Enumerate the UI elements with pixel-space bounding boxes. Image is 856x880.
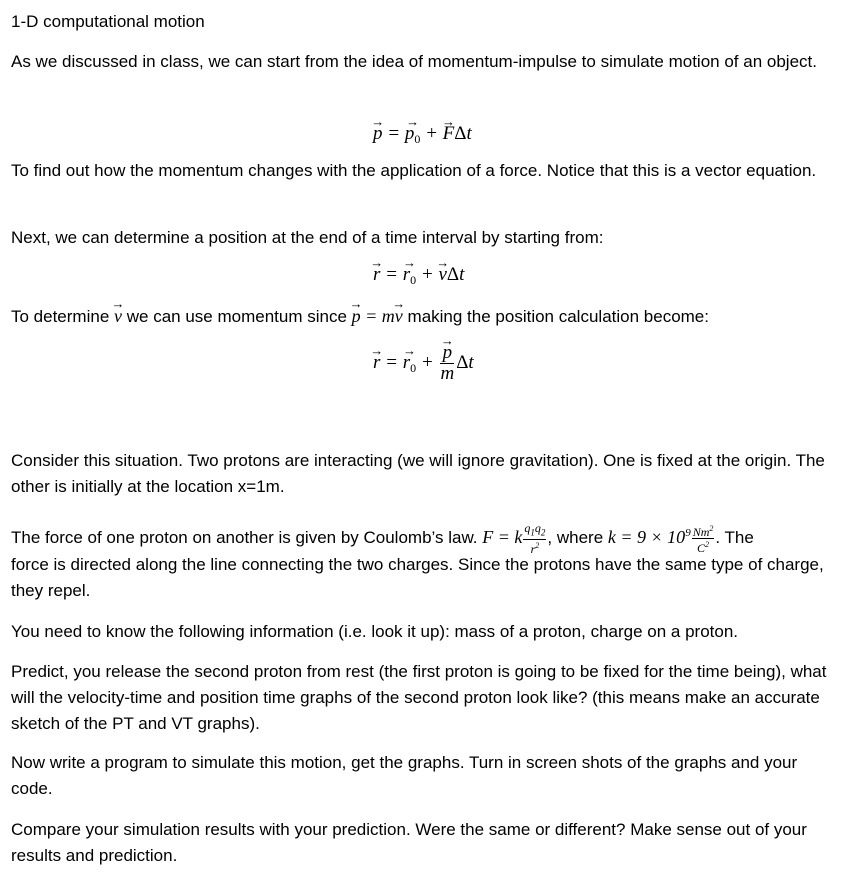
- situation-paragraph: Consider this situation. Two protons are interacting (we will ignore gravitation). One is fixed at the origin. The other is initially at the location x=1m.: [11, 451, 825, 496]
- compare-paragraph: Compare your simulation results with your prediction. Were the same or different? Make sense out of your results and prediction.: [11, 820, 807, 865]
- intro-paragraph: As we discussed in class, we can start from the idea of momentum-impulse to simulate motion of an object.: [11, 52, 817, 71]
- program-paragraph: Now write a program to simulate this motion, get the graphs. Turn in screen shots of the graphs and your code.: [11, 753, 798, 798]
- prediction-paragraph: Predict, you release the second proton from rest (the first proton is going to be fixed for the time being), what will the velocity-time and position time graphs of the second proton look like? (this means make an accurate sketch of the PT and VT graphs).: [11, 662, 827, 733]
- lookup-paragraph: You need to know the following information (i.e. look it up): mass of a proton, charge on a proton.: [11, 622, 739, 641]
- position-momentum-equation: → r = → $r_0$ + → $\frac{p}{m}$ Δt: [373, 343, 474, 384]
- velocity-paragraph: To determine → v we can use momentum since → p = m→ v making the position calculation become:: [11, 303, 841, 330]
- document-title: 1-D computational motion: [11, 12, 205, 31]
- position-equation: → r = → $r_0$ + → vΔt: [373, 262, 464, 293]
- position-intro-paragraph: Next, we can determine a position at the end of a time interval by starting from:: [11, 228, 604, 247]
- coulomb-paragraph-continued: force is directed along the line connecting the two charges. Since the protons have the same type of charge, they repel.: [11, 555, 824, 600]
- coulomb-paragraph: The force of one proton on another is given by Coulomb’s law. F = k $\frac{q_1q_2}{r^2}$ , where $k = 9 \times 10^9$ $\frac{Nm^2}{C^2}$ . The: [11, 521, 754, 556]
- momentum-paragraph: To find out how the momentum changes with the application of a force. Notice that this is a vector equation.: [11, 161, 817, 180]
- momentum-equation: → p = → $p_0$ + → FΔt: [373, 121, 472, 152]
